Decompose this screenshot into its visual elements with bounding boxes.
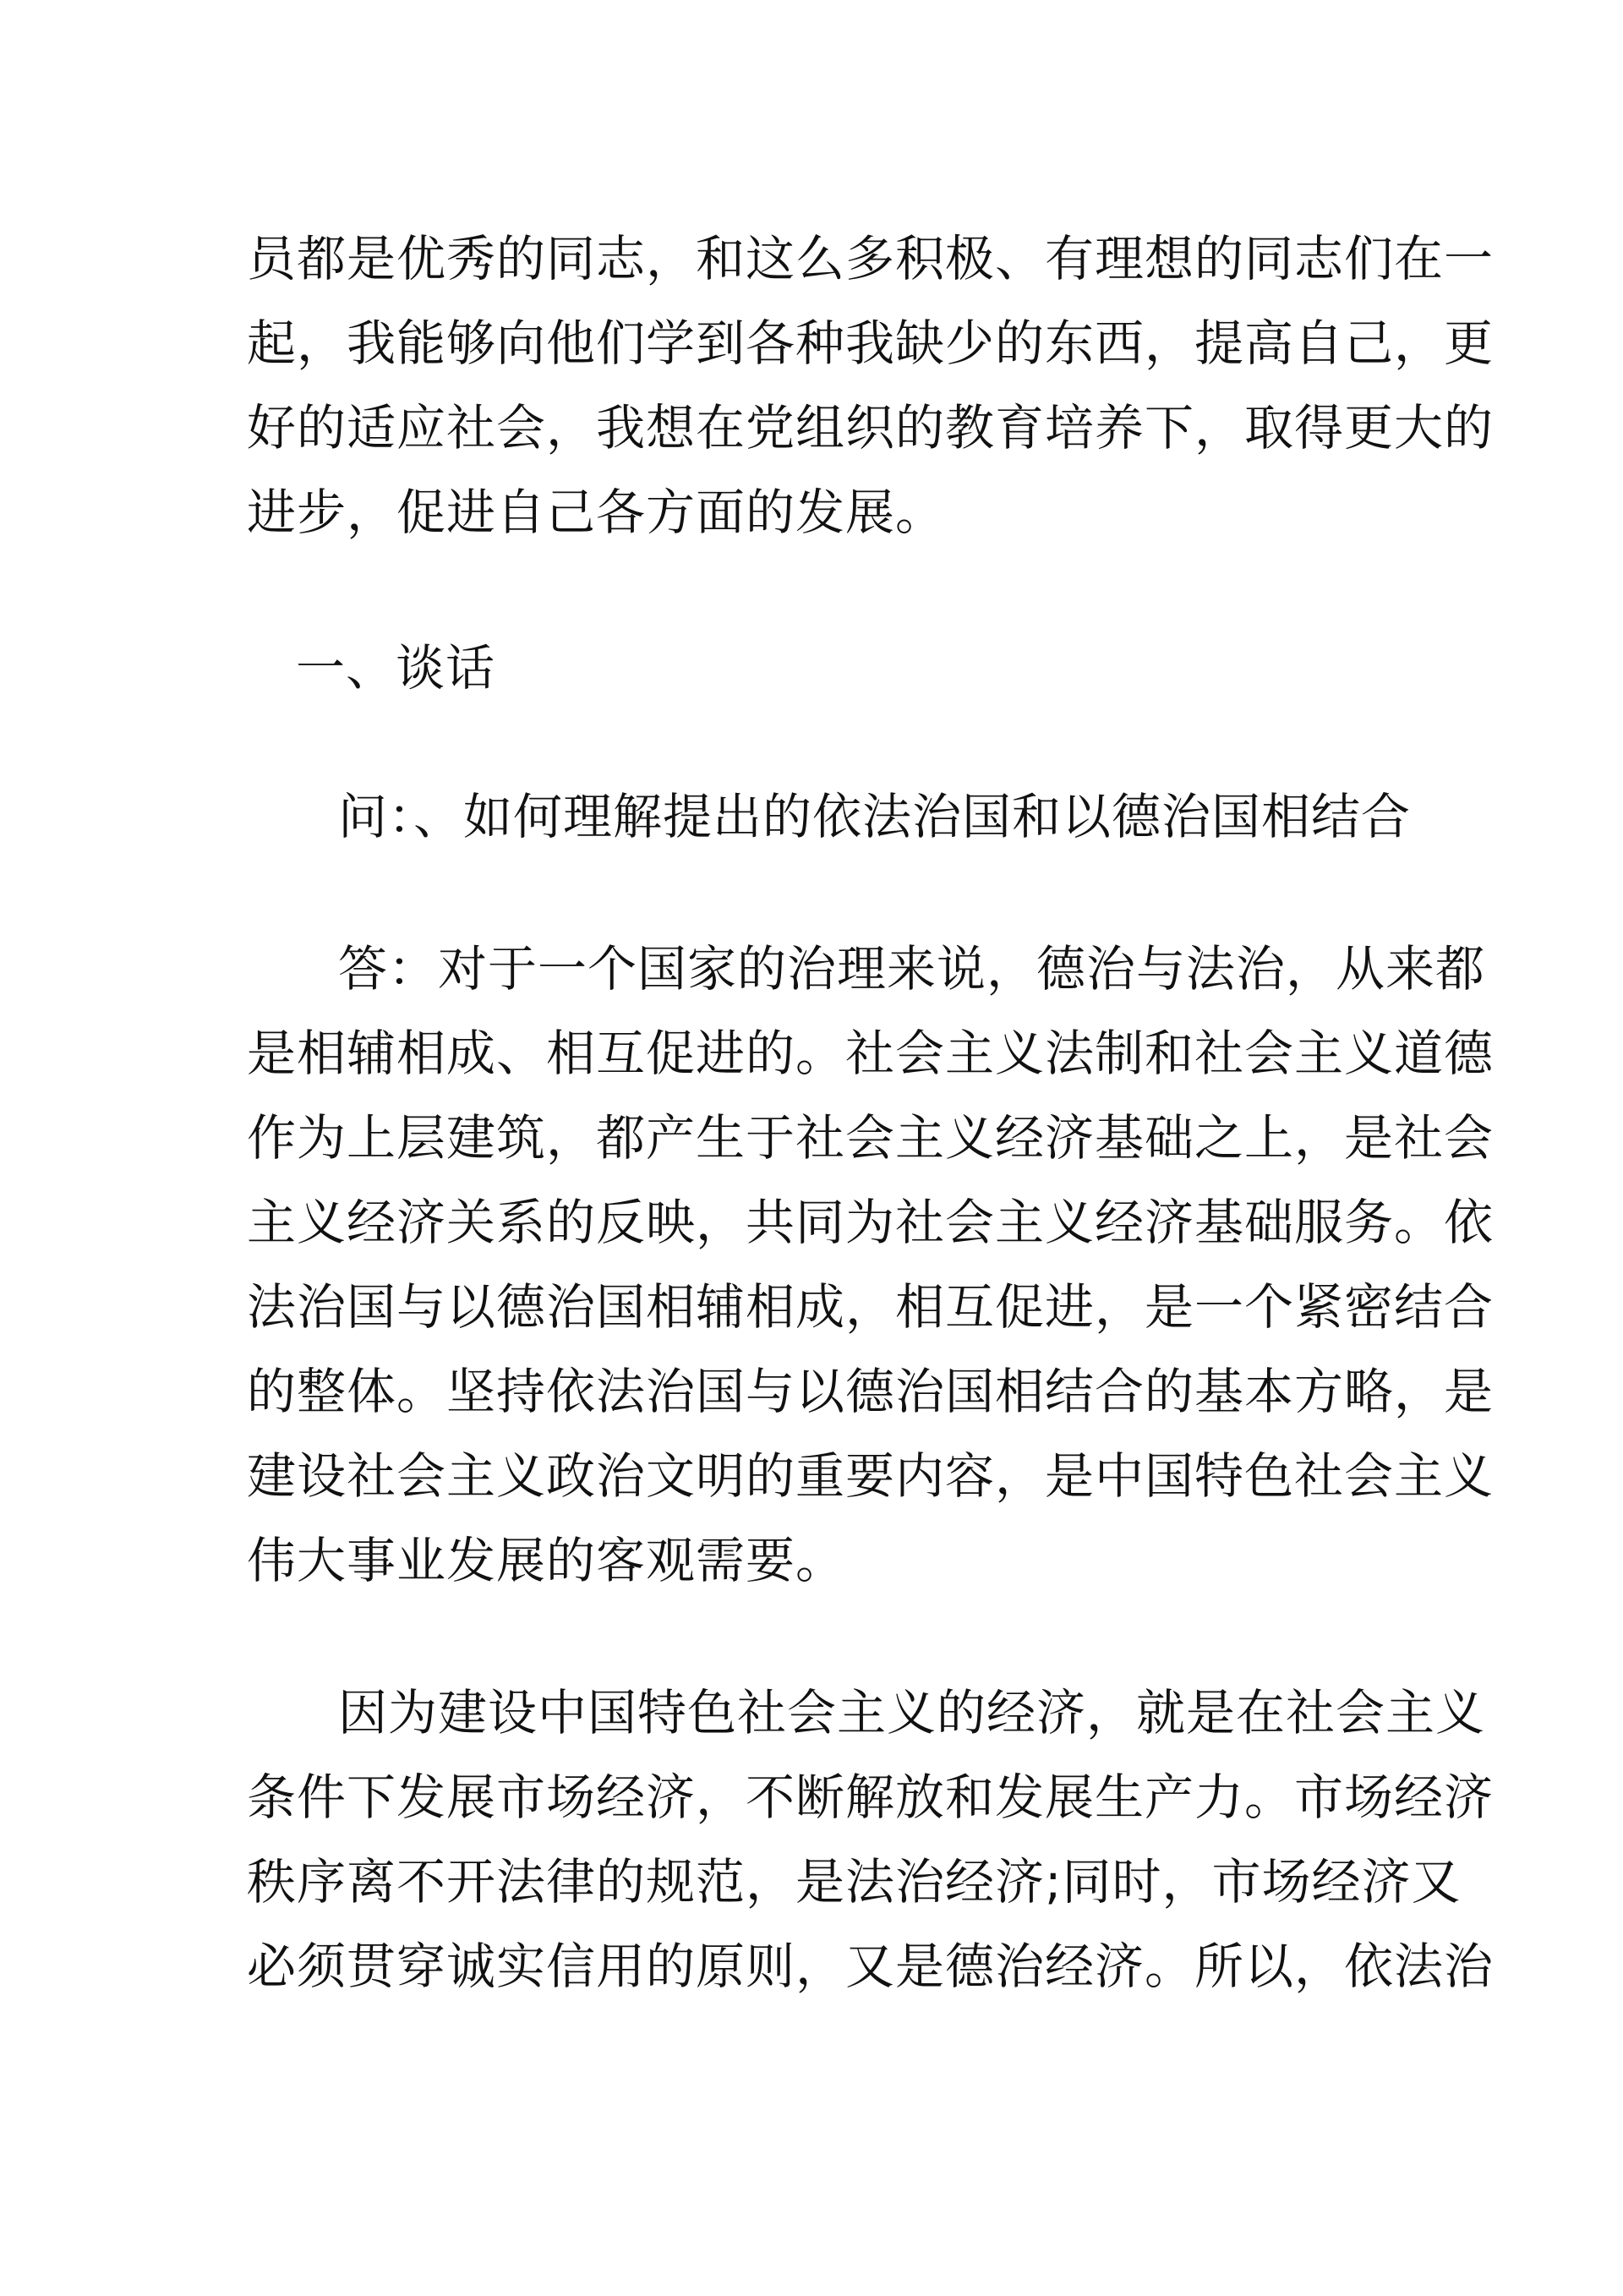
answer-line: 法治国与以德治国相辅相成，相互促进，是一个紧密结合	[247, 1278, 1495, 1336]
answer-line: 是相辅相成、相互促进的。社会主义法制和社会主义道德	[247, 1025, 1495, 1082]
answer-line: 答：对于一个国家的治理来说，德治与法治，从来都	[338, 940, 1486, 998]
answer-line: 作为上层建筑，都产生于社会主义经济基础之上，是社会	[247, 1109, 1495, 1167]
paragraph-line: 条件下发展市场经济，不断解放和发展生产力。市场经济	[247, 1768, 1495, 1826]
paragraph-line: 员都是优秀的同志，和这么多积极、有理想的同志们在一	[247, 230, 1495, 287]
paragraph-line: 必须贯穿诚实信用的原则，又是德治经济。所以，依法治	[247, 1938, 1495, 1995]
answer-line: 建设社会主义政治文明的重要内容，是中国特色社会主义	[247, 1447, 1495, 1505]
question-line: 问：、如何理解提出的依法治国和以德治国相结合	[338, 788, 1412, 845]
section-heading: 一、谈话	[296, 639, 496, 697]
paragraph-line: 进步，促进自己各方面的发展。	[247, 484, 946, 541]
paragraph-line: 因为建设中国特色社会主义的经济，就是在社会主义	[338, 1684, 1486, 1741]
answer-line: 的整体。坚持依法治国与以德治国相结合的基本方略，是	[247, 1363, 1495, 1420]
answer-line: 主义经济关系的反映，共同为社会主义经济基础服务。依	[247, 1194, 1495, 1251]
answer-line: 伟大事业发展的客观需要。	[247, 1532, 846, 1589]
paragraph-line: 起，我能够向他们学到各种我缺少的东西，提高自己，更	[247, 314, 1495, 372]
paragraph-line: 好的适应社会，我想在党组织的教育培养下，取得更大的	[247, 399, 1495, 456]
paragraph-line: 秩序离不开法律的规范，是法治经济;同时，市场经济又	[247, 1853, 1462, 1911]
